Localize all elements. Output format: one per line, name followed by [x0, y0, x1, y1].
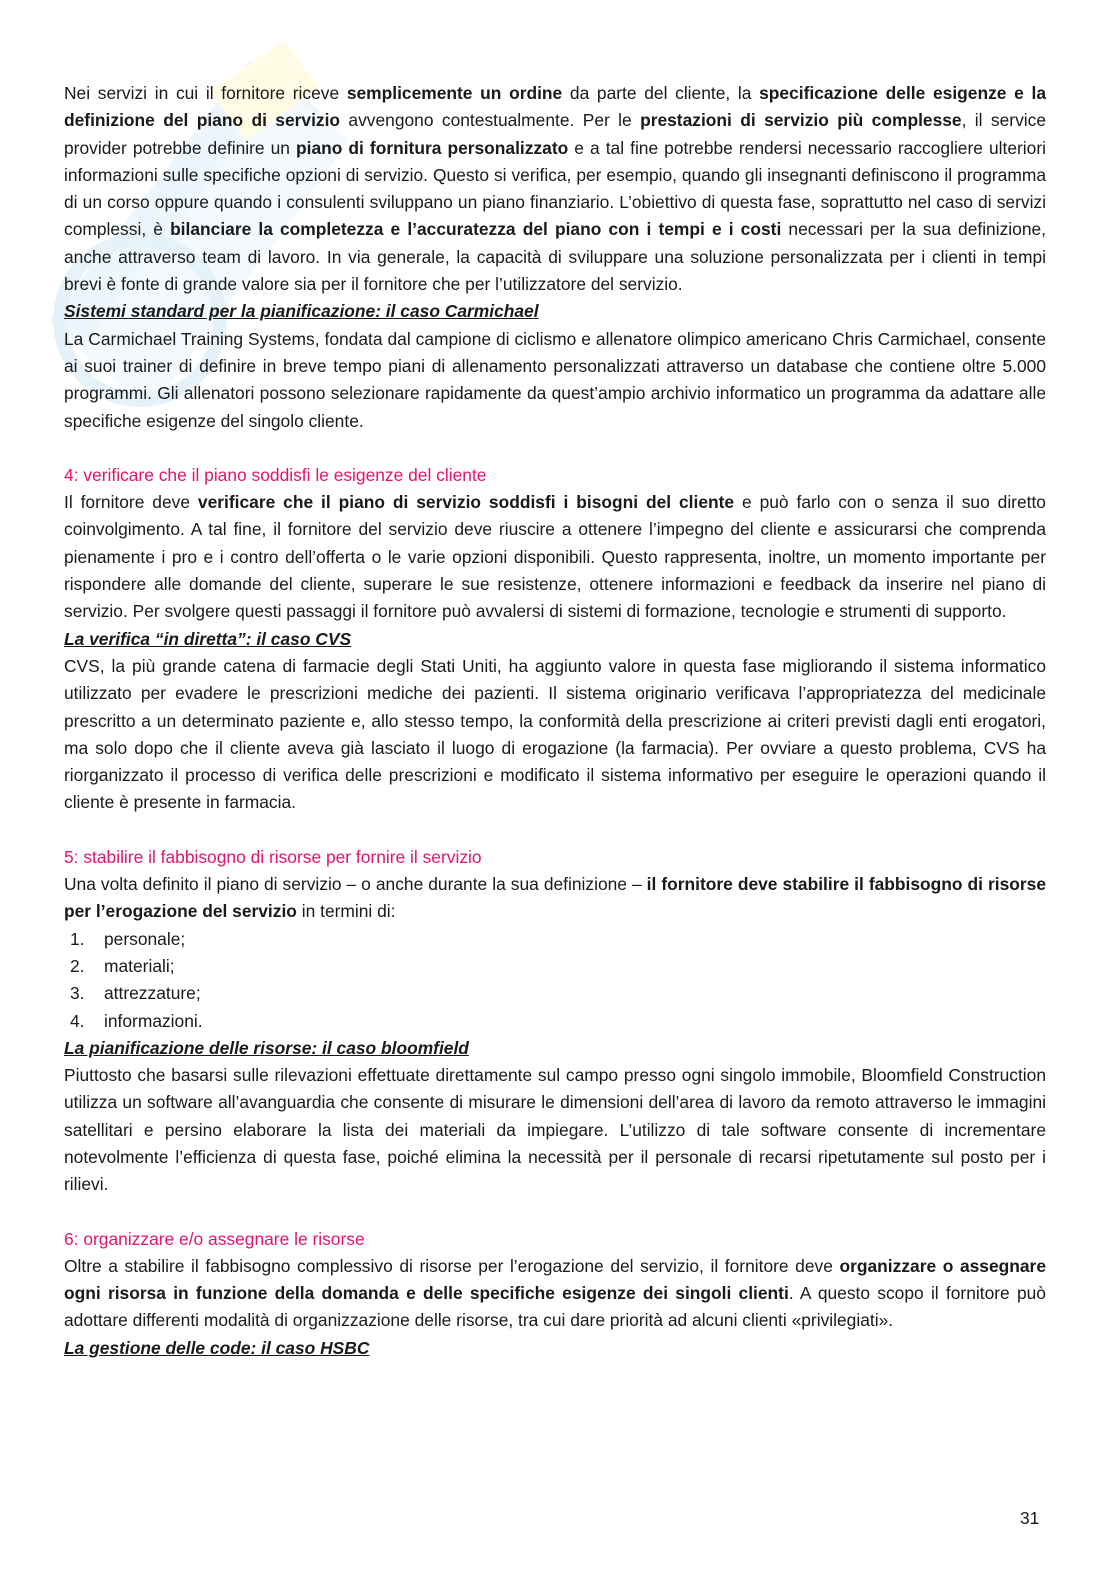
bold-text: organizzare o assegnare ogni risorsa in funzione della domanda e delle specifiche esigenze dei singoli clienti [64, 1255, 1046, 1304]
text-run: Una volta definito il piano di servizio – o anche durante la sua definizione – [64, 874, 647, 895]
list-item: 4. informazioni. [70, 1010, 203, 1031]
text-run: da parte del cliente, la [562, 83, 760, 103]
document-body [64, 80, 1046, 1362]
text-run: Nei servizi in cui il fornitore riceve [64, 83, 347, 103]
text-run: necessari per la sua definizione, anche attraverso team di lavoro. In via generale, la capacità di sviluppare una soluzione personalizzata per i clienti in tempi brevi è fonte di grande valore sia per il fornitore che per l’utilizzatore del servizio. [64, 219, 1047, 295]
text-run: , il service provider potrebbe definire un [64, 110, 1046, 158]
section-text-5 [64, 871, 1046, 926]
list-item: 1. personale; [70, 928, 186, 949]
text-run: in termini di: [296, 901, 396, 922]
section-title-5: 5: stabilire il fabbisogno di risorse per fornire il servizio [64, 846, 482, 867]
text-run: avvengono contestualmente. Per le [340, 110, 641, 131]
bold-text: piano di fornitura personalizzato [296, 137, 569, 158]
bold-text: verificare che il piano di servizio soddisfi i bisogni del cliente [197, 492, 735, 513]
bold-text: bilanciare la completezza e l’accuratezza del piano con i tempi e i costi [170, 219, 782, 240]
bold-text: semplicemente un ordine [346, 83, 563, 103]
list-item: 2. materiali; [70, 955, 175, 976]
case-text-carmichael: La Carmichael Training Systems, fondata dal campione di ciclismo e allenatore olimpico americano Chris Carmichael, consente ai suoi trainer di definire in breve tempo piani di allenamento personalizzati attraverso un database che contiene oltre 5.000 programmi. Gli allenatori possono selezionare rapidamente da quest’ampio archivio informatico un programma da adattare alle specifiche esigenze del singolo cliente. [64, 328, 1046, 431]
section-text-6 [64, 1253, 1046, 1335]
case-title-cvs: La verifica “in diretta”: il caso CVS [64, 628, 352, 649]
text-run: Il fornitore deve [64, 492, 198, 513]
section-title-4: 4: verificare che il piano soddisfi le esigenze del cliente [64, 464, 487, 485]
case-text-bloomfield: Piuttosto che basarsi sulle rilevazioni effettuate direttamente sul campo presso ogni singolo immobile, Bloomfield Construction utilizza un software all’avanguardia che consente di misurare le dimensioni dell’area di lavoro da remoto attraverso le immagini satellitari e persino elaborare la lista dei materiali da impiegare. L’utilizzo di tale software consente di incrementare notevolmente l’efficienza di questa fase, poiché elimina la necessità per il personale di recarsi ripetutamente sul posto per i rilievi. [64, 1065, 1046, 1195]
resource-list [64, 926, 1046, 1035]
text-run: e a tal fine potrebbe rendersi necessario raccogliere ulteriori informazioni sulle specifiche opzioni di servizio. Questo si verifica, per esempio, quando gli insegnanti definiscono il programma di un corso oppure quando i consulenti sviluppano un piano finanziario. L’obiettivo di questa fase, soprattutto nel caso di servizi complessi, è [64, 137, 1046, 240]
intro-paragraph [64, 80, 1046, 298]
text-run: Oltre a stabilire il fabbisogno complessivo di risorse per l’erogazione del servizio, il fornitore deve [64, 1255, 840, 1276]
case-title-carmichael: Sistemi standard per la pianificazione: il caso Carmichael [64, 301, 539, 322]
page-number: 31 [1020, 1508, 1040, 1528]
bold-text: il fornitore deve stabilire il fabbisogno di risorse per l’erogazione del servizio [64, 874, 1046, 922]
text-run: . A questo scopo il fornitore può adottare differenti modalità di organizzazione delle risorse, tra cui dare priorità ad alcuni clienti «privilegiati». [64, 1283, 1046, 1331]
text-run: e può farlo con o senza il suo diretto coinvolgimento. A tal fine, il fornitore del servizio deve riuscire a ottenere l’impegno del cliente e assicurarsi che comprenda pienamente i pro e i contro dell’offerta o le varie opzioni disponibili. Questo rappresenta, inoltre, un momento importante per rispondere alle domande del cliente, superare le sue resistenze, ottenere informazioni e feedback da inserire nel piano di servizio. Per svolgere questi passaggi il fornitore può avvalersi di sistemi di formazione, tecnologie e strumenti di supporto. [64, 492, 1046, 622]
list-item: 3. attrezzature; [70, 983, 201, 1004]
section-text-4 [64, 489, 1046, 625]
section-title-6: 6: organizzare e/o assegnare le risorse [64, 1228, 365, 1249]
bold-text: specificazione delle esigenze e la definizione del piano di servizio [64, 83, 1046, 131]
case-text-cvs: CVS, la più grande catena di farmacie degli Stati Uniti, ha aggiunto valore in questa fase migliorando il sistema informatico utilizzato per evadere le prescrizioni mediche dei pazienti. Il sistema originario verificava l’appropriatezza del medicinale prescritto a un determinato paziente e, allo stesso tempo, la conformità della prescrizione ai criteri previsti dagli enti erogatori, ma solo dopo che il cliente aveva già lasciato il luogo di erogazione (la farmacia). Per ovviare a questo problema, CVS ha riorganizzato il processo di verifica delle prescrizioni e modificato il sistema informativo per eseguire le operazioni quando il cliente è presente in farmacia. [64, 655, 1046, 813]
bold-text: prestazioni di servizio più complesse [640, 110, 962, 131]
case-title-bloomfield: La pianificazione delle risorse: il caso bloomfield [64, 1037, 469, 1058]
case-title-hsbc: La gestione delle code: il caso HSBC [64, 1337, 370, 1358]
